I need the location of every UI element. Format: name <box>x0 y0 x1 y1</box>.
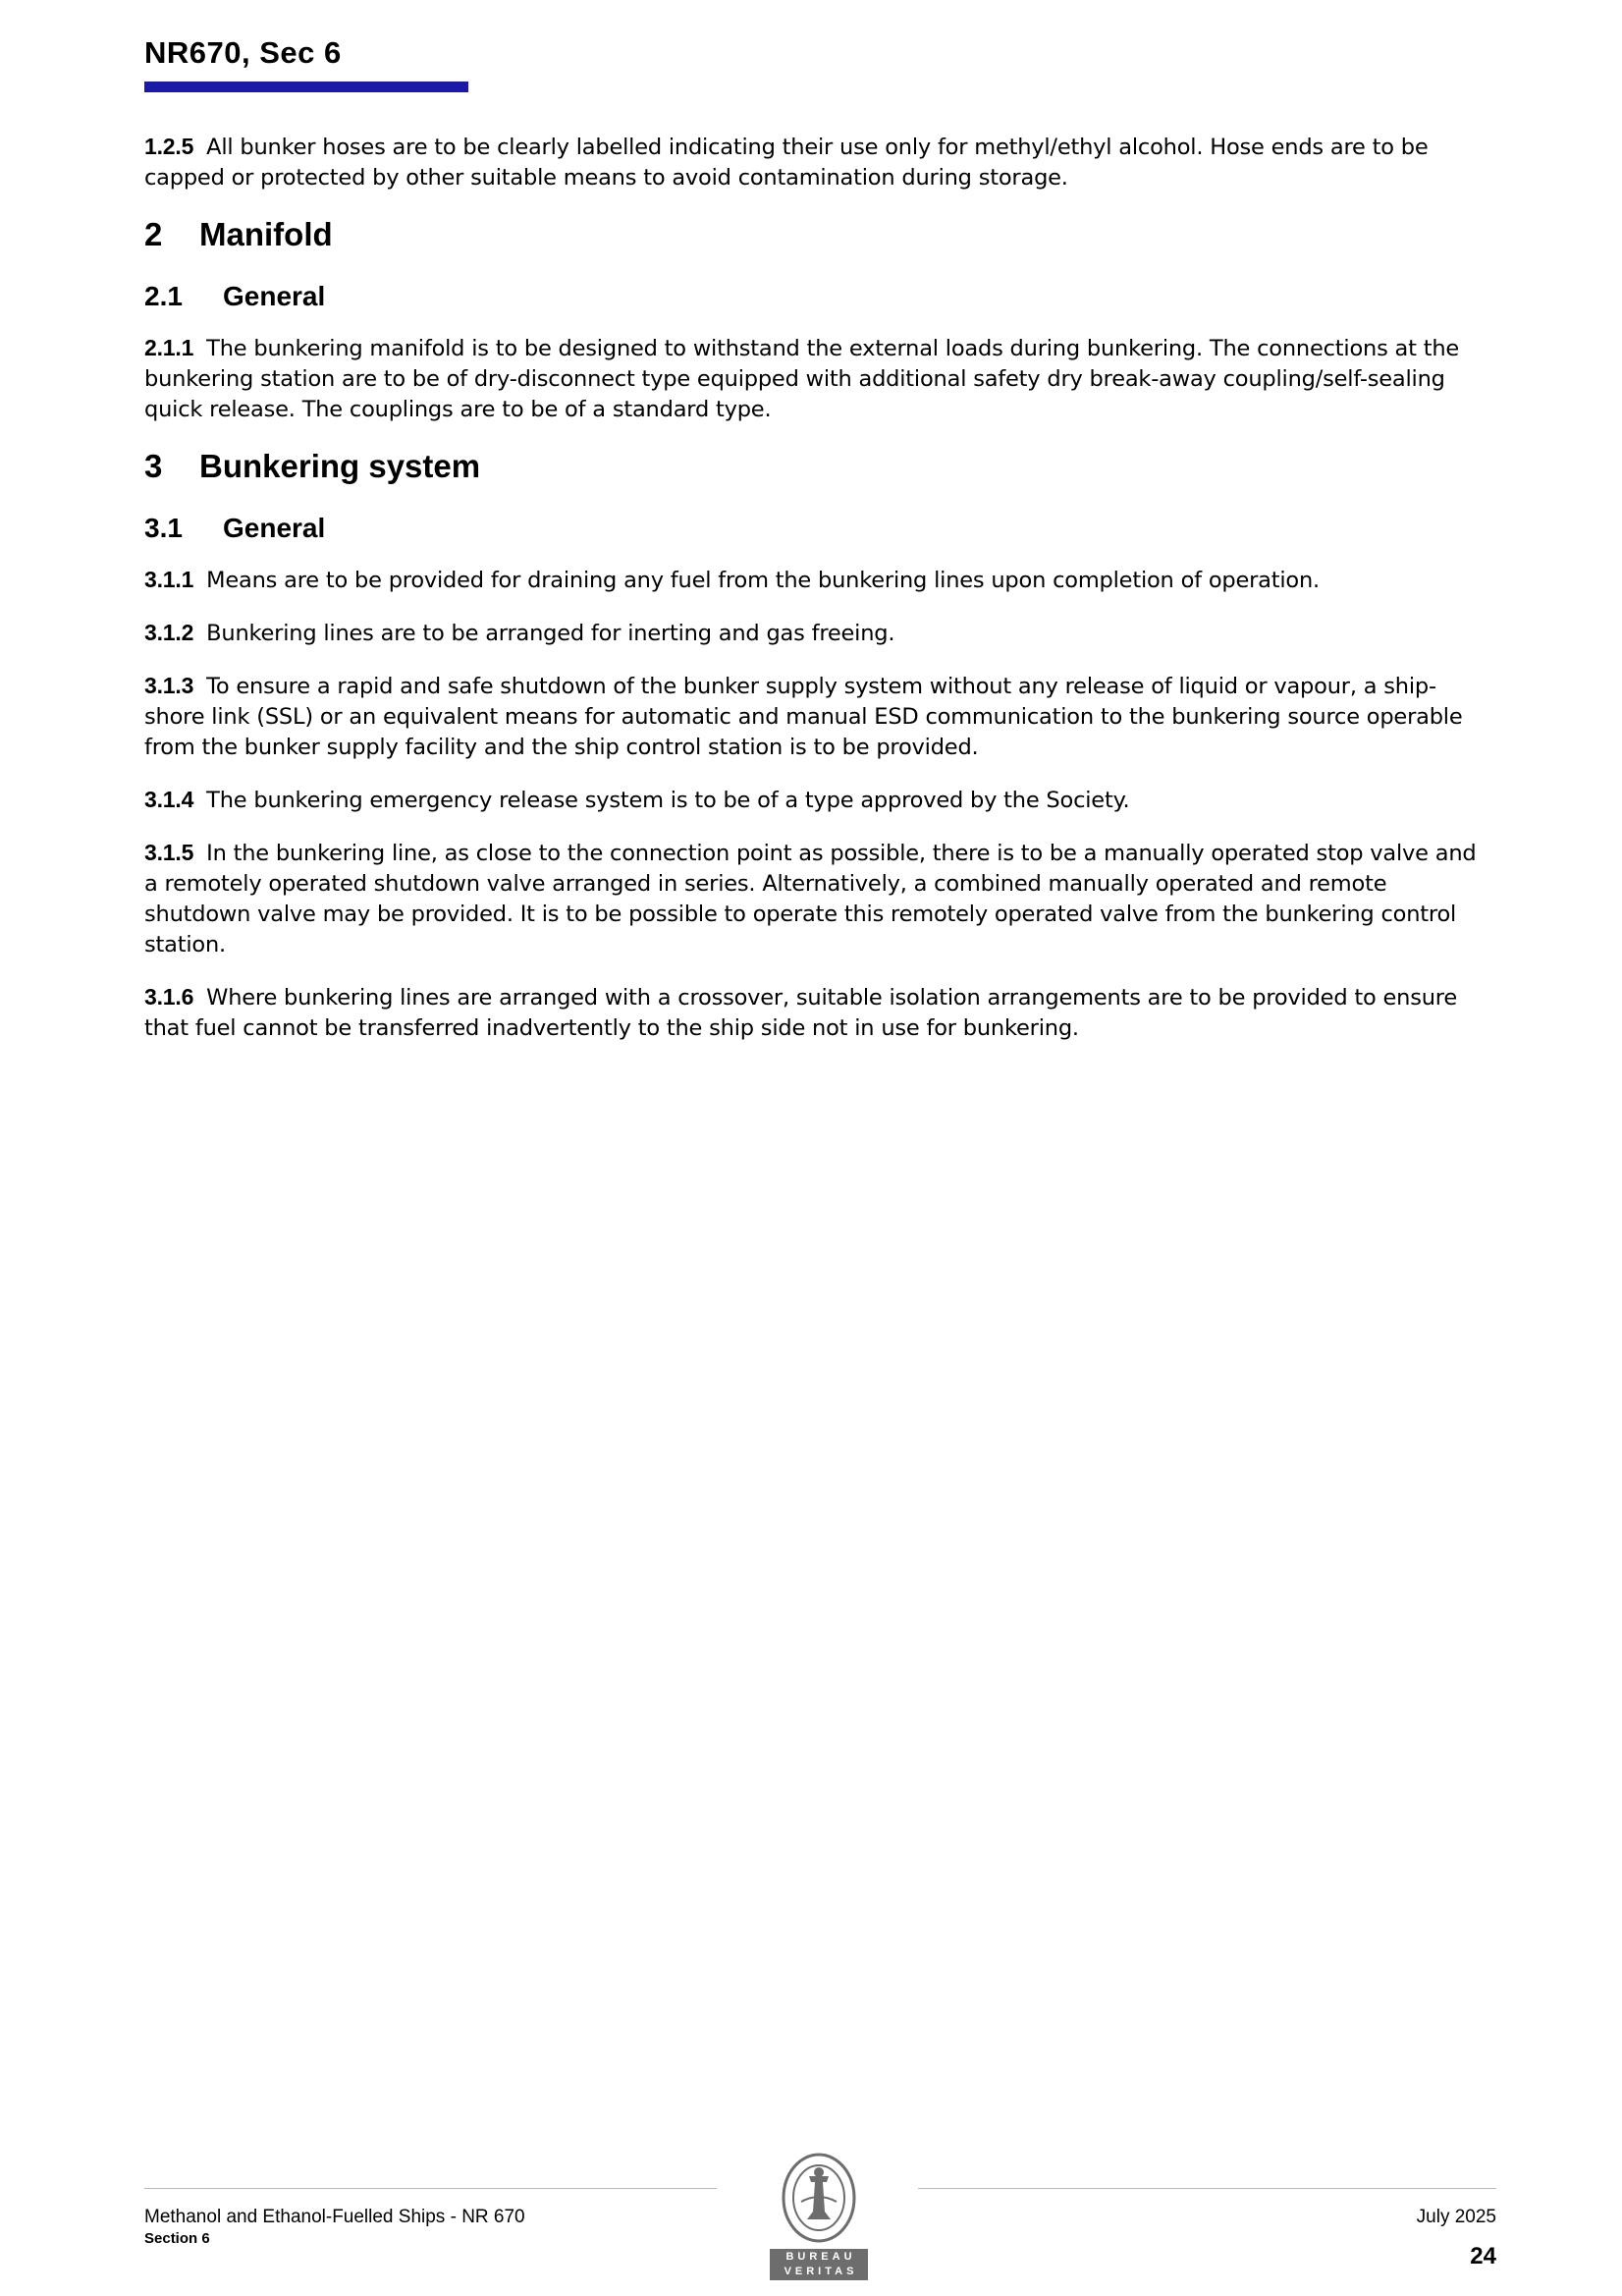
paragraph-number: 2.1.1 <box>144 335 194 360</box>
heading-section-3-1 <box>144 512 1495 545</box>
paragraph-number: 3.1.6 <box>144 984 194 1010</box>
paragraph-2-1-1 <box>144 333 1495 425</box>
paragraph-3-1-3 <box>144 671 1495 763</box>
heading-number: 2 <box>144 216 163 252</box>
paragraph-number: 3.1.3 <box>144 673 194 698</box>
header-accent-bar <box>144 82 468 92</box>
paragraph-number: 1.2.5 <box>144 134 194 159</box>
document-body <box>144 132 1495 1066</box>
paragraph-3-1-4 <box>144 785 1495 816</box>
paragraph-text: To ensure a rapid and safe shutdown of the bunker supply system without any release of liquid or vapour, a ship-shore link (SSL) or an equivalent means for automatic and manual ESD communication to the bunkering source operable from the bunker supply facility and the ship control station is to be provided. <box>144 674 1463 760</box>
footer-section-label: Section 6 <box>144 2230 210 2247</box>
paragraph-3-1-2 <box>144 618 1495 649</box>
heading-section-3 <box>144 447 1495 486</box>
heading-section-2-1 <box>144 280 1495 313</box>
paragraph-3-1-1 <box>144 565 1495 596</box>
footer-right <box>1417 2206 1496 2270</box>
paragraph-number: 3.1.4 <box>144 787 194 812</box>
paragraph-number: 3.1.5 <box>144 840 194 865</box>
paragraph-1-2-5 <box>144 132 1495 193</box>
heading-section-2 <box>144 215 1495 254</box>
paragraph-3-1-6 <box>144 982 1495 1044</box>
footer-divider-right <box>918 2188 1496 2189</box>
paragraph-3-1-5 <box>144 838 1495 960</box>
footer-left <box>144 2206 525 2249</box>
paragraph-text: The bunkering manifold is to be designed to withstand the external loads during bunkering. The connections at the bunkering station are to be of dry-disconnect type equipped with additional safety dry break-away coupling/self-sealing quick release. The couplings are to be of a standard type. <box>144 336 1460 422</box>
logo-line-2: VERITAS <box>784 2266 858 2277</box>
heading-number: 2.1 <box>144 281 183 311</box>
heading-title: Manifold <box>199 216 333 252</box>
heading-title: Bunkering system <box>199 448 481 484</box>
paragraph-text: All bunker hoses are to be clearly labelled indicating their use only for methyl/ethyl alcohol. Hose ends are to be capped or protected by other suitable means to avoid contamination during storage. <box>144 135 1429 191</box>
paragraph-number: 3.1.2 <box>144 620 194 645</box>
heading-number: 3 <box>144 448 163 484</box>
footer-divider-left <box>144 2188 717 2189</box>
heading-title: General <box>223 513 326 543</box>
paragraph-text: Bunkering lines are to be arranged for inerting and gas freeing. <box>206 621 895 646</box>
paragraph-text: In the bunkering line, as close to the connection point as possible, there is to be a manually operated stop valve and a remotely operated shutdown valve arranged in series. Alternatively, a combined manually operated and remote shutdown valve may be provided. It is to be possible to operate this remotely operated valve from the bunkering control station. <box>144 841 1477 957</box>
paragraph-text: Where bunkering lines are arranged with a crossover, suitable isolation arrangements are to be provided to ensure that fuel cannot be transferred inadvertently to the ship side not in use for bunkering. <box>144 985 1457 1041</box>
heading-number: 3.1 <box>144 513 183 543</box>
section-header-title: NR670, Sec 6 <box>144 35 342 70</box>
heading-title: General <box>223 281 326 311</box>
paragraph-text: The bunkering emergency release system is to be of a type approved by the Society. <box>206 788 1130 813</box>
page-number: 24 <box>1470 2243 1496 2269</box>
bureau-veritas-logo <box>770 2153 868 2280</box>
bureau-veritas-seal-icon <box>770 2153 868 2247</box>
footer-document-title: Methanol and Ethanol-Fuelled Ships - NR 670 <box>144 2207 525 2227</box>
paragraph-text: Means are to be provided for draining any fuel from the bunkering lines upon completion of operation. <box>206 568 1320 593</box>
paragraph-number: 3.1.1 <box>144 567 194 592</box>
logo-wordmark <box>770 2249 868 2280</box>
footer-date: July 2025 <box>1416 2207 1496 2227</box>
logo-line-1: BUREAU <box>785 2251 856 2263</box>
